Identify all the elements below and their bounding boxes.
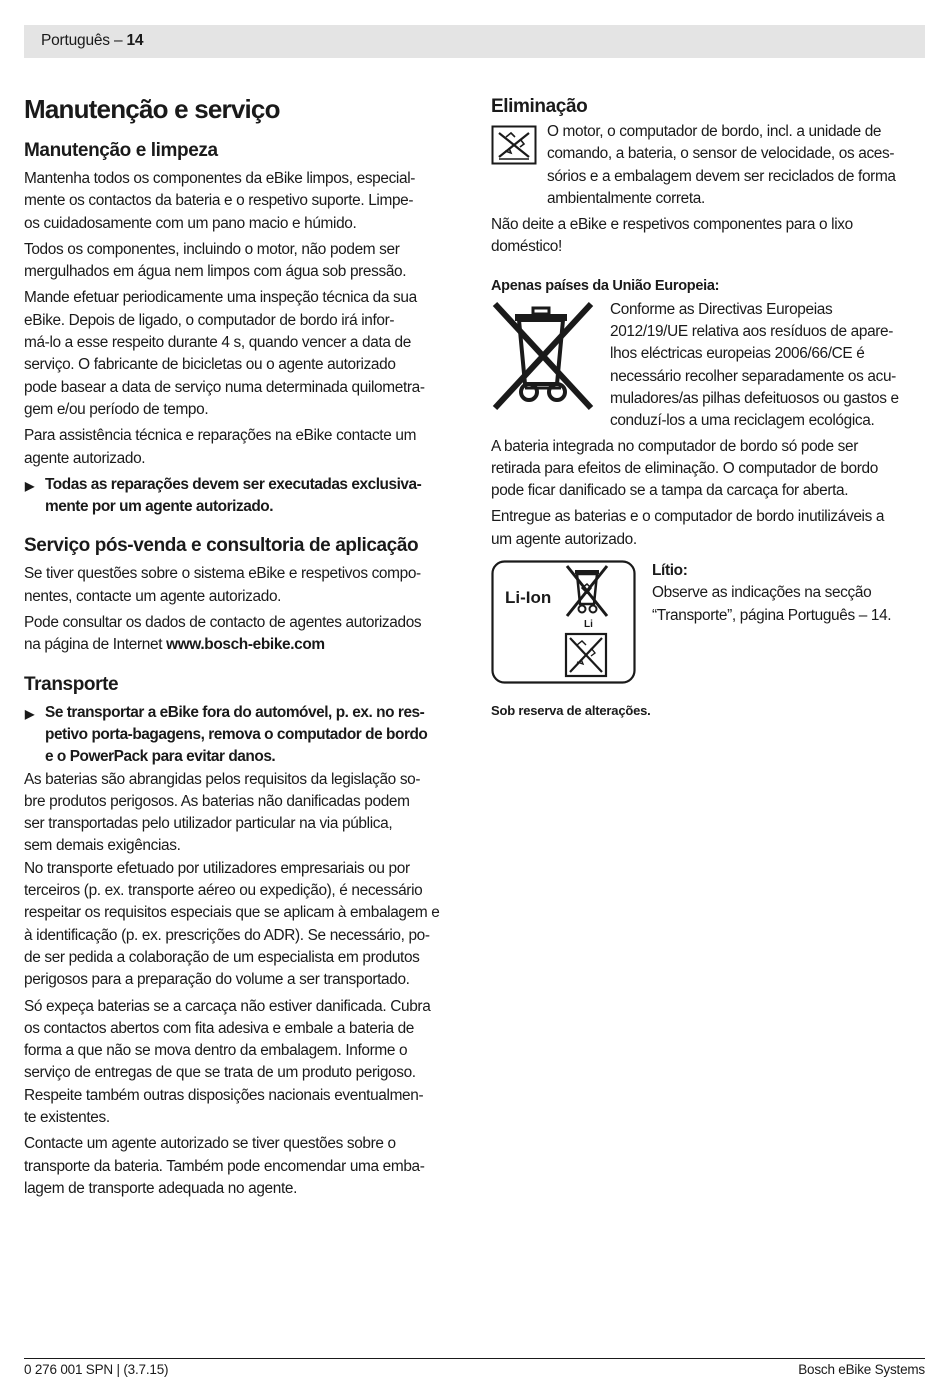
header-page-number: 14: [126, 32, 144, 49]
header-language: Português: [41, 32, 110, 49]
footer-brand: Bosch eBike Systems: [798, 1362, 925, 1377]
lithium-text: [652, 560, 891, 627]
text-line: As baterias são abrangidas pelos requisitos da legislação so-: [24, 770, 421, 788]
maintenance-paragraph-3: [24, 287, 460, 421]
maintenance-paragraph-1: [24, 168, 460, 235]
text-span: na página de Internet: [24, 636, 167, 654]
liion-label: Li-Ion: [505, 588, 552, 608]
text-line: Pode consultar os dados de contacto de agentes autorizados: [24, 614, 422, 632]
eu-paragraph: [610, 299, 899, 433]
text-line: eBike. Depois de ligado, o computador de bordo irá infor-: [24, 311, 395, 329]
text-line: sem demais exigências.: [24, 837, 181, 855]
text-line: nentes, contacte um agente autorizado.: [24, 587, 282, 605]
triangle-bullet-icon: ▶: [25, 478, 34, 493]
text-line: os cuidadosamente com um pano macio e húmido.: [24, 214, 357, 232]
text-line: serviço de entregas de que se trata de um produto perigoso.: [24, 1064, 416, 1082]
text-line: má-lo a esse respeito durante 4 s, quando vencer a data de: [24, 334, 411, 352]
maintenance-paragraph-2: [24, 239, 460, 284]
text-line: Mande efetuar periodicamente uma inspeção técnica da sua: [24, 289, 417, 307]
recycle-symbol-icon: [491, 121, 547, 170]
text-line: Respeite também outras disposições nacionais eventualmen-: [24, 1086, 424, 1104]
disposal-paragraph-2: [491, 214, 925, 259]
transport-warning: [24, 702, 460, 769]
transport-paragraph-2: [24, 996, 460, 1130]
text-line: A bateria integrada no computador de bordo só pode ser: [491, 437, 858, 455]
text-line: Observe as indicações na secção: [652, 584, 872, 602]
triangle-bullet-icon: ▶: [25, 706, 34, 721]
eu-heading: Apenas países da União Europeia:: [491, 277, 720, 294]
text-line: conduzí-los a uma reciclagem ecológica.: [610, 412, 875, 430]
text-line: pode ficar danificado se a tampa da carcaça for aberta.: [491, 482, 849, 500]
transport-paragraph-3: [24, 1133, 460, 1200]
text-line: te existentes.: [24, 1108, 110, 1126]
text-line: lhos eléctricas europeias 2006/66/CE é: [610, 345, 865, 363]
footer-divider: [24, 1358, 925, 1359]
section-title: Manutenção e serviço: [24, 94, 280, 124]
text-line: lagem de transporte adequada no agente.: [24, 1179, 298, 1197]
text-line: perigosos para a preparação do volume a ser transportado.: [24, 971, 410, 989]
text-line: e o PowerPack para evitar danos.: [45, 748, 276, 766]
text-line: Para assistência técnica e reparações na eBike contacte um: [24, 427, 417, 445]
text-line: mergulhados em água nem limpos com água sob pressão.: [24, 263, 407, 281]
text-line: [24, 634, 460, 656]
text-line: Se transportar a eBike fora do automóvel, p. ex. no res-: [45, 703, 425, 721]
text-line: comando, a bateria, o sensor de velocidade, os aces-: [547, 145, 895, 163]
website-link[interactable]: www.bosch-ebike.com: [166, 636, 325, 654]
text-line: serviço. O fabricante de bicicletas ou o agente autorizado: [24, 356, 396, 374]
text-line: retirada para efeitos de eliminação. O computador de bordo: [491, 459, 878, 477]
lithium-paragraph: [652, 582, 891, 627]
disposal-paragraph-4: [491, 506, 925, 551]
header-text: [41, 32, 143, 50]
transport-heading: Transporte: [24, 673, 119, 695]
text-line: terceiros (p. ex. transporte aéreo ou expedição), é necessário: [24, 882, 423, 900]
text-line: Conforme as Directivas Europeias: [610, 300, 833, 318]
text-line: forma a que não se mova dentro da embalagem. Informe o: [24, 1042, 408, 1060]
lithium-row: [491, 560, 925, 689]
reserve-note: Sob reserva de alterações.: [491, 703, 651, 719]
text-line: agente autorizado.: [24, 449, 146, 467]
text-line: Todos os componentes, incluindo o motor, não podem ser: [24, 240, 400, 258]
maintenance-paragraph-4: [24, 425, 460, 470]
right-column: [491, 92, 925, 718]
text-line: mente por um agente autorizado.: [45, 498, 274, 516]
text-line: petivo porta-bagagens, remova o computador de bordo: [45, 725, 428, 743]
text-line: No transporte efetuado por utilizadores empresariais ou por: [24, 859, 410, 877]
page-header: [24, 25, 925, 58]
text-line: sórios e a embalagem devem ser reciclados de forma: [547, 167, 896, 185]
maintenance-warning: [24, 474, 460, 519]
text-line: gem e/ou período de tempo.: [24, 400, 209, 418]
text-line: pode basear a data de serviço numa determinada quilometra-: [24, 378, 425, 396]
disposal-paragraph-3: [491, 436, 925, 503]
text-line: os contactos abertos com fita adesiva e embale a bateria de: [24, 1019, 415, 1037]
text-line: Só expeça baterias se a carcaça não estiver danificada. Cubra: [24, 997, 431, 1015]
text-line: transporte da bateria. Também pode encomendar uma emba-: [24, 1157, 425, 1175]
text-line: um agente autorizado.: [491, 530, 637, 548]
left-column: [24, 92, 460, 1200]
text-line: ser transportadas pelo utilizador particular na via pública,: [24, 815, 393, 833]
text-line: O motor, o computador de bordo, incl. a unidade de: [547, 123, 882, 140]
text-line: de ser pedida a colaboração de um especialista em produtos: [24, 948, 420, 966]
text-line: Contacte um agente autorizado se tiver questões sobre o: [24, 1135, 396, 1153]
text-line: muladores/as pilhas defeituosos ou gastos e: [610, 389, 899, 407]
header-separator: –: [109, 32, 127, 49]
li-label: Li: [584, 619, 593, 631]
footer-doc-number: 0 276 001 SPN | (3.7.15): [24, 1362, 169, 1377]
text-line: mente os contactos da bateria e o respetivo suporte. Limpe-: [24, 192, 414, 210]
maintenance-heading: Manutenção e limpeza: [24, 140, 218, 161]
text-line: Entregue as baterias e o computador de bordo inutilizáveis a: [491, 508, 885, 526]
text-line: necessário recolher separadamente os acu-: [610, 367, 896, 385]
text-line: respeitar os requisitos especiais que se aplicam à embalagem e: [24, 904, 440, 922]
after-sales-paragraph-2: [24, 612, 460, 657]
text-line: doméstico!: [491, 238, 562, 256]
disposal-paragraph-1: [547, 121, 896, 210]
text-line: Não deite a eBike e respetivos componentes para o lixo: [491, 216, 853, 234]
lithium-heading: Lítio:: [652, 562, 688, 580]
after-sales-paragraph-1: [24, 563, 460, 608]
text-line: “Transporte”, página Português – 14.: [652, 606, 892, 624]
text-line: bre produtos perigosos. As baterias não danificadas podem: [24, 792, 410, 810]
crossed-out-bin-icon: [491, 299, 610, 417]
text-line: Se tiver questões sobre o sistema eBike e respetivos compo-: [24, 565, 421, 583]
disposal-heading: Eliminação: [491, 96, 588, 117]
disposal-intro-row: [491, 121, 925, 210]
eu-row: [491, 299, 925, 433]
text-line: à identificação (p. ex. prescrições do ADR). Se necessário, po-: [24, 926, 430, 944]
transport-paragraph-1: [24, 769, 460, 992]
text-line: Todas as reparações devem ser executadas exclusiva-: [45, 475, 422, 493]
after-sales-heading: Serviço pós-venda e consultoria de aplicação: [24, 535, 419, 557]
text-line: ambientalmente correta.: [547, 189, 705, 207]
liion-recycling-label-icon: [491, 560, 652, 689]
text-line: Mantenha todos os componentes da eBike limpos, especial-: [24, 170, 416, 187]
text-line: 2012/19/UE relativa aos resíduos de apare-: [610, 323, 894, 341]
